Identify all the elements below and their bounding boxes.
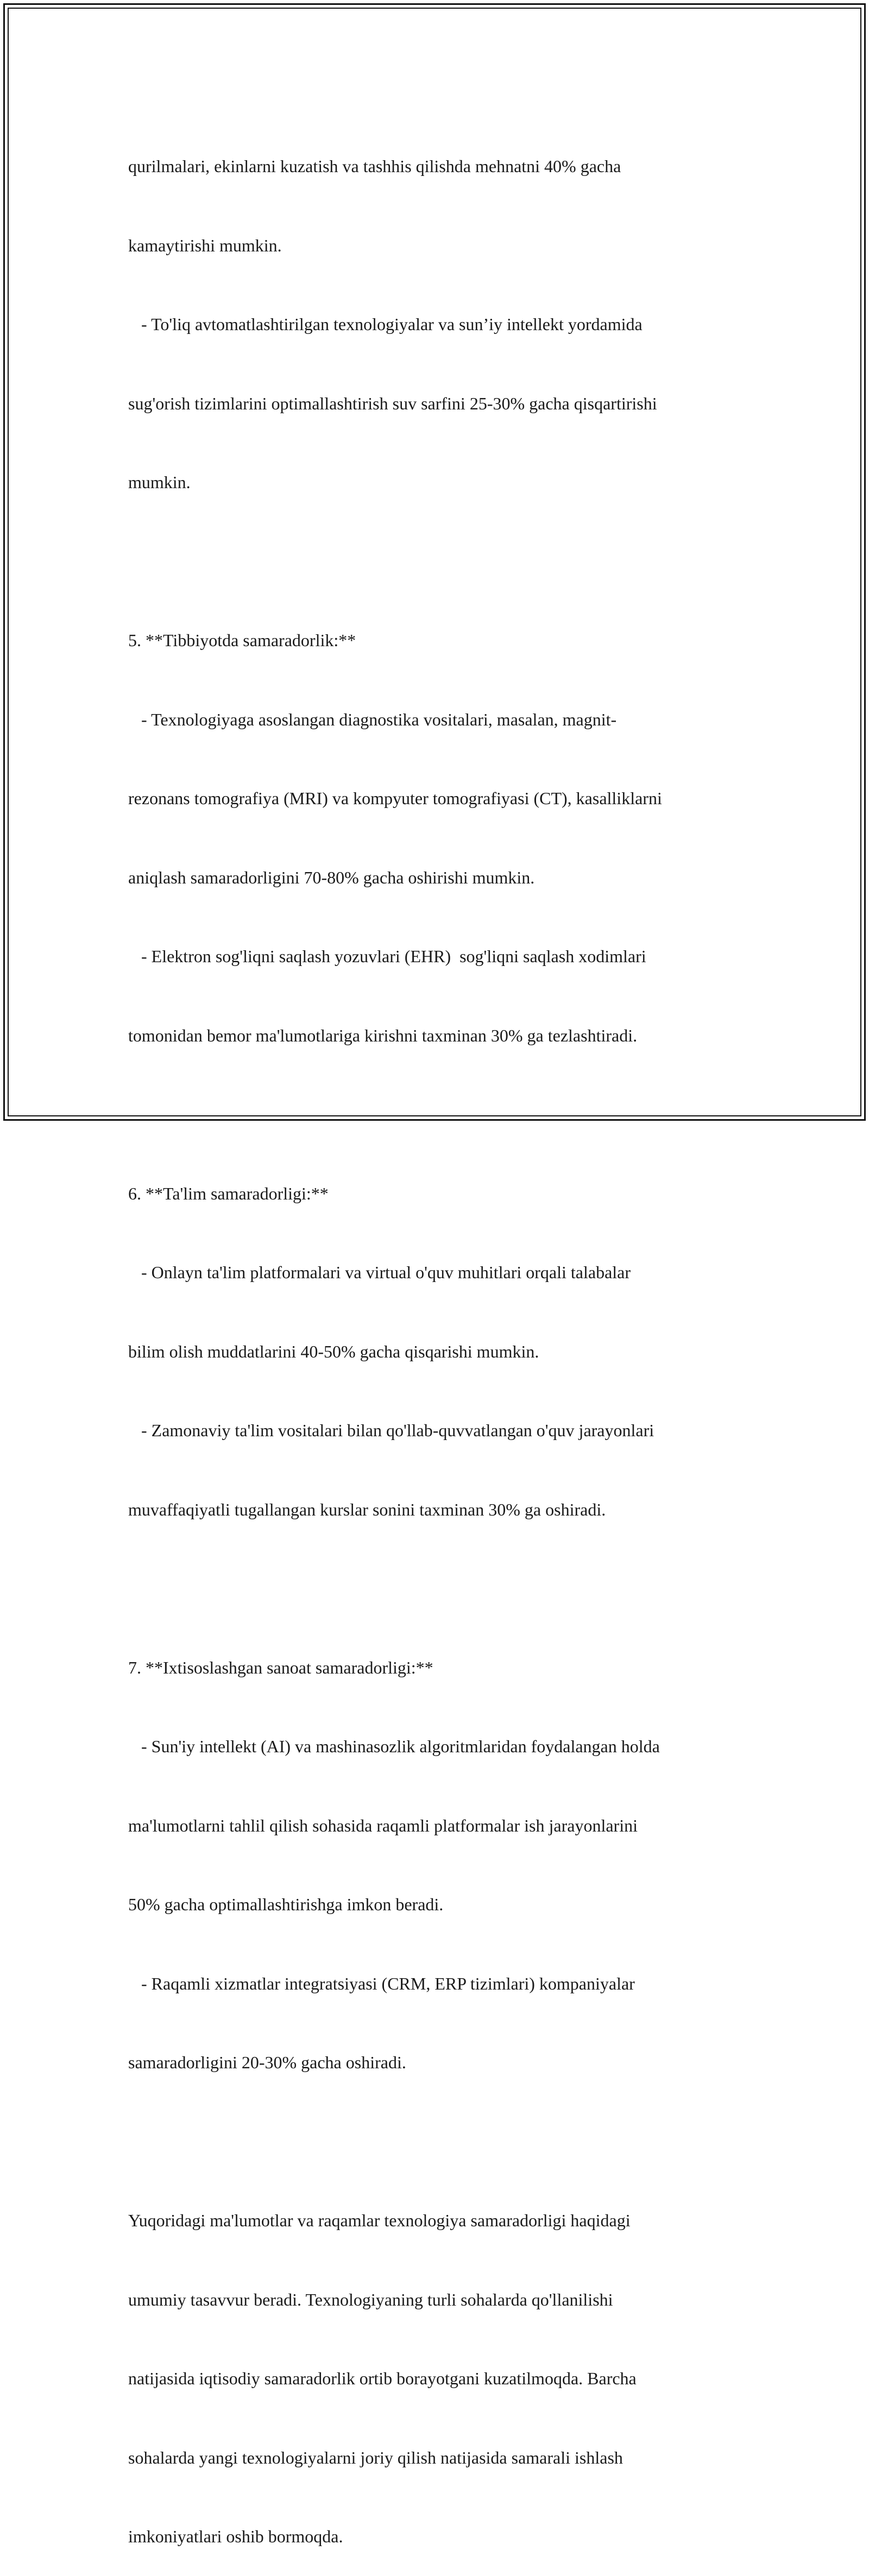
text-line: rezonans tomografiya (MRI) va kompyuter tomografiyasi (CT), kasalliklarni — [128, 788, 662, 808]
conclusion-line: sohalarda yangi texnologiyalarni joriy qilish natijasida samarali ishlash — [128, 2447, 623, 2467]
blank-line — [128, 1101, 742, 1128]
text-line: kamaytirishi mumkin. — [128, 235, 282, 255]
text-line: ma'lumotlarni tahlil qilish sohasida raqamli platformalar ish jarayonlarini — [128, 1815, 638, 1835]
text-line: bilim olish muddatlarini 40-50% gacha qisqarishi mumkin. — [128, 1341, 539, 1361]
document-body — [128, 100, 742, 2576]
section-heading-7: 7. **Ixtisoslashgan sanoat samaradorligi:** — [128, 1657, 433, 1677]
text-line: sug'orish tizimlarini optimallashtirish suv sarfini 25-30% gacha qisqartirishi — [128, 393, 657, 413]
text-line: tomonidan bemor ma'lumotlariga kirishni taxminan 30% ga tezlashtiradi. — [128, 1025, 638, 1045]
text-line: mumkin. — [128, 472, 191, 492]
text-line: - Zamonaviy ta'lim vositalari bilan qo'llab-quvvatlangan o'quv jarayonlari — [128, 1420, 654, 1440]
conclusion-line: Yuqoridagi ma'lumotlar va raqamlar texnologiya samaradorligi haqidagi — [128, 2211, 631, 2230]
text-line: - Texnologiyaga asoslangan diagnostika vositalari, masalan, magnit- — [128, 709, 617, 729]
text-line: muvaffaqiyatli tugallangan kurslar sonini taxminan 30% ga oshiradi. — [128, 1499, 606, 1519]
conclusion-line: imkoniyatlari oshib bormoqda. — [128, 2527, 343, 2546]
section-heading-6: 6. **Ta'lim samaradorligi:** — [128, 1183, 329, 1203]
blank-line — [128, 1575, 742, 1602]
text-line: qurilmalari, ekinlarni kuzatish va tashhis qilishda mehnatni 40% gacha — [128, 156, 621, 176]
text-line: 50% gacha optimallashtirishga imkon beradi. — [128, 1895, 444, 1914]
text-line: - To'liq avtomatlashtirilgan texnologiyalar va sun’iy intellekt yordamida — [128, 314, 643, 334]
blank-line — [128, 548, 742, 575]
text-line: - Onlayn ta'lim platformalari va virtual o'quv muhitlari orqali talabalar — [128, 1262, 631, 1282]
blank-line — [128, 2129, 742, 2155]
conclusion-line: umumiy tasavvur beradi. Texnologiyaning turli sohalarda qo'llanilishi — [128, 2289, 613, 2309]
section-heading-5: 5. **Tibbiyotda samaradorlik:** — [128, 630, 356, 650]
text-line: - Elektron sog'liqni saqlash yozuvlari (EHR) sog'liqni saqlash xodimlari — [128, 946, 646, 966]
text-line: - Raqamli xizmatlar integratsiyasi (CRM, ERP tizimlari) kompaniyalar — [128, 1973, 635, 1993]
text-line: - Sun'iy intellekt (AI) va mashinasozlik algoritmlaridan foydalangan holda — [128, 1737, 660, 1756]
text-line: aniqlash samaradorligini 70-80% gacha oshirishi mumkin. — [128, 867, 535, 887]
text-line: samaradorligini 20-30% gacha oshiradi. — [128, 2053, 406, 2072]
conclusion-line: natijasida iqtisodiy samaradorlik ortib borayotgani kuzatilmoqda. Barcha — [128, 2369, 637, 2388]
